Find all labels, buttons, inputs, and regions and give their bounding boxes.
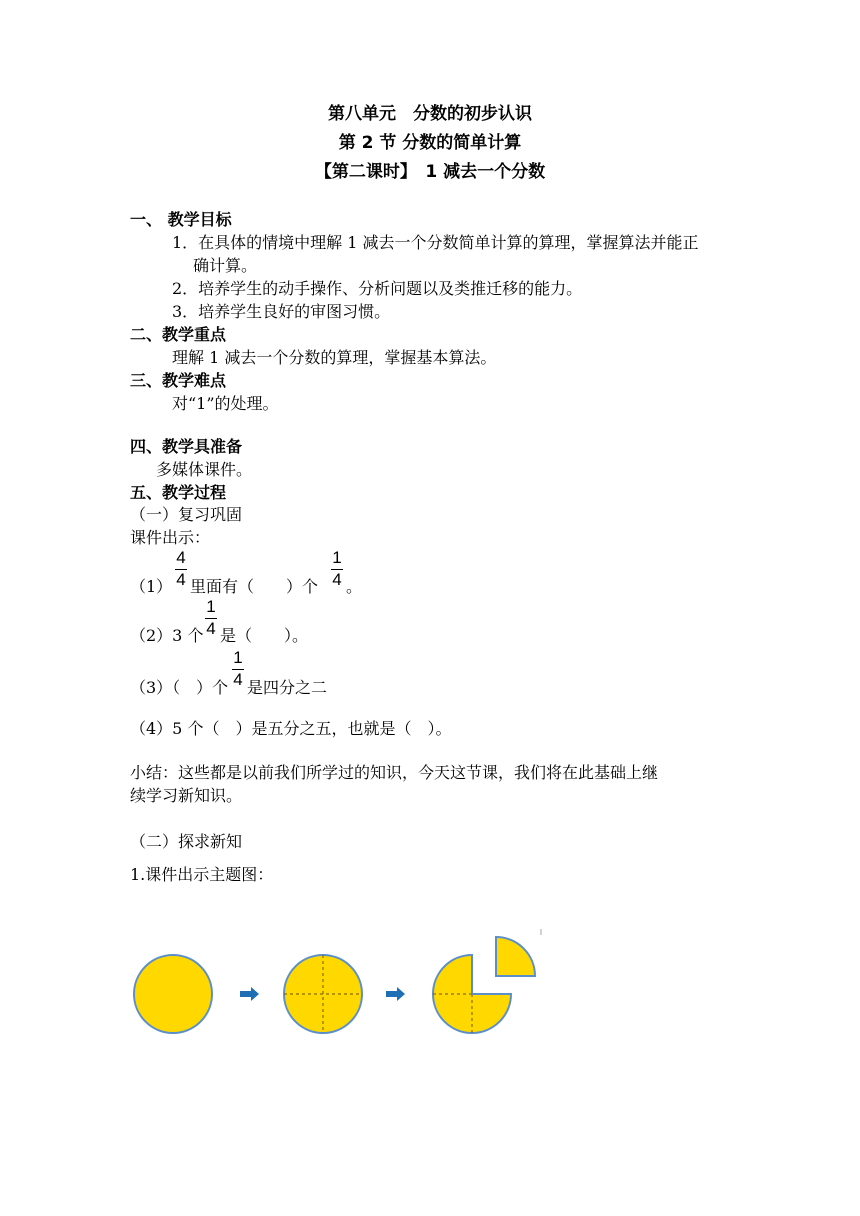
goals-heading: 一、 教学目标 <box>130 210 232 229</box>
q3-prefix: （3）（ ）个 <box>130 678 229 697</box>
arrow-icon-1 <box>240 987 259 1001</box>
tools-heading: 四、教学具准备 <box>130 437 243 456</box>
q1-frac2-numerator: 1 <box>332 548 342 567</box>
q4: （4）5 个（ ）是五分之五，也就是（ ）。 <box>130 719 452 738</box>
courseware-shows: 课件出示： <box>130 528 211 547</box>
q1-frac2-denominator: 4 <box>332 570 342 589</box>
whole-circle <box>134 955 212 1033</box>
difficulty-heading: 三、教学难点 <box>130 371 227 390</box>
q2-frac-denominator: 4 <box>206 619 216 638</box>
goal-item-3: 3．培养学生良好的审图习惯。 <box>172 302 391 321</box>
tools-text: 多媒体课件。 <box>156 460 253 479</box>
title-line-1: 第八单元 分数的初步认识 <box>328 104 532 124</box>
q2-end: 是（ ）。 <box>220 626 309 645</box>
summary-line-2: 续学习新知识。 <box>130 786 243 805</box>
goal-item-1-cont: 确计算。 <box>193 256 258 275</box>
q1-end: 。 <box>346 577 363 596</box>
key-text: 理解 1 减去一个分数的算理，掌握基本算法。 <box>172 348 497 367</box>
title-line-3: 【第二课时】 1 减去一个分数 <box>314 162 546 182</box>
q2-frac-numerator: 1 <box>206 597 216 616</box>
divided-circle <box>284 955 362 1033</box>
q1-prefix: （1） <box>130 577 173 596</box>
q2-prefix: （2）3 个 <box>130 626 204 645</box>
arrow-icon-2 <box>386 987 405 1001</box>
q1-frac1-denominator: 4 <box>176 570 186 589</box>
goal-item-1: 1．在具体的情境中理解 1 减去一个分数简单计算的算理，掌握算法并能正 <box>172 233 699 252</box>
q3-frac-numerator: 1 <box>233 648 243 667</box>
step-1-label: 1.课件出示主题图： <box>130 865 274 884</box>
q3-end: 是四分之二 <box>247 678 328 697</box>
difficulty-text: 对“1”的处理。 <box>172 394 279 413</box>
goal-item-2: 2．培养学生的动手操作、分析问题以及类推迁移的能力。 <box>172 279 583 298</box>
q1-middle: 里面有（ ）个 <box>190 577 319 596</box>
q3-frac-denominator: 4 <box>233 670 243 689</box>
review-heading: （一）复习巩固 <box>130 505 243 524</box>
removed-quarter-piece <box>496 937 535 976</box>
title-line-2: 第 2 节 分数的简单计算 <box>338 133 522 153</box>
key-heading: 二、教学重点 <box>130 325 227 344</box>
summary-line-1: 小结：这些都是以前我们所学过的知识，今天这节课，我们将在此基础上继 <box>130 763 659 782</box>
q1-frac1-numerator: 4 <box>176 548 186 567</box>
process-heading: 五、教学过程 <box>130 483 227 502</box>
explore-heading: （二）探求新知 <box>130 832 243 851</box>
